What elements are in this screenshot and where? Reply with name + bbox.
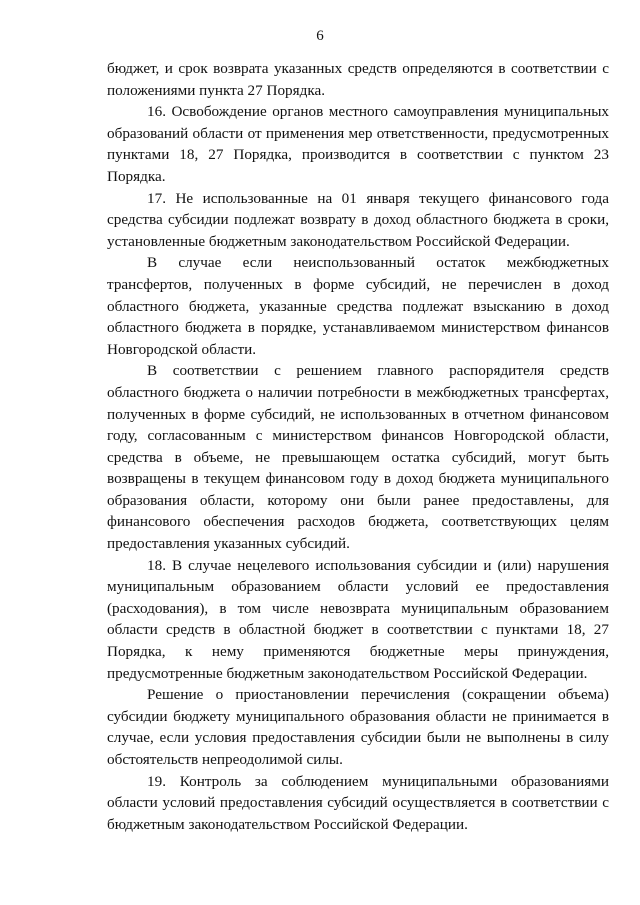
page-number: 6 [316,28,324,44]
paragraph-19: 19. Контроль за соблюдением муниципальными образованиями области условий предоставления субсидий осуществляется в соответствии с бюджетным законодательством Российской Федерации. [107,772,609,833]
paragraph-16: 16. Освобождение органов местного самоуправления муниципальных образований области от применения мер ответственности, предусмотренных пунктами 18, 27 Порядка, производится в соответствии с пунктом 23 Порядка. [107,103,609,185]
document-body [107,58,609,835]
paragraph-17-return-decision: В соответствии с решением главного распорядителя средств областного бюджета о наличии потребности в межбюджетных трансфертах, полученных в форме субсидий, не использованных в отчетном финансовом году, согласованным с министерством финансов Новгородской области, средства в объеме, не превышающем остатка субсидий, могут быть возвращены в текущем финансовом году в доход бюджета муниципального образования области, которому они были ранее предоставлены, для финансового обеспечения расходов бюджета, соответствующих целям предоставления указанных субсидий. [107,362,609,553]
paragraph-continuation: бюджет, и срок возврата указанных средств определяются в соответствии с положениями пункта 27 Порядка. [107,60,609,99]
paragraph-18: 18. В случае нецелевого использования субсидии и (или) нарушения муниципальным образованием области условий ее предоставления (расходования), в том числе невозврата муниципальным образованием области средств в областной бюджет в соответствии с пунктами 18, 27 Порядка, к нему применяются бюджетные меры принуждения, предусмотренные бюджетным законодательством Российской Федерации. [107,556,609,682]
paragraph-18-suspension: Решение о приостановлении перечисления (сокращении объема) субсидии бюджету муниципального образования области не принимается в случае, если условия предоставления субсидии были не выполнены в силу обстоятельств непреодолимой силы. [107,686,609,768]
paragraph-17-unspent-balance: В случае если неиспользованный остаток межбюджетных трансфертов, полученных в форме субсидий, не перечислен в доход областного бюджета, указанные средства подлежат взысканию в доход областного бюджета в порядке, устанавливаемом министерством финансов Новгородской области. [107,254,609,358]
paragraph-17: 17. Не использованные на 01 января текущего финансового года средства субсидии подлежат возврату в доход областного бюджета в сроки, установленные бюджетным законодательством Российской Федерации. [107,189,609,250]
